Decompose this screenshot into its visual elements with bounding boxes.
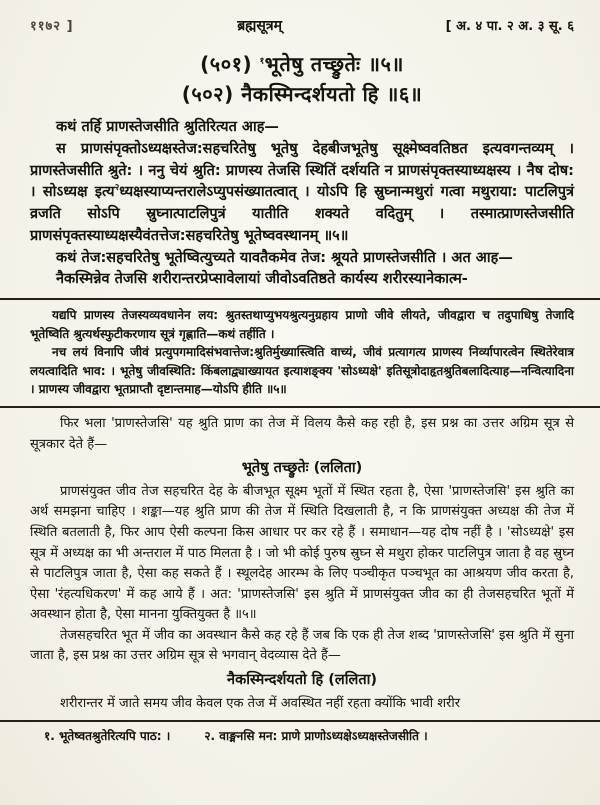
footnote-1: १. भूतेष्वतश्रुतेरित्यपि पाठ: । <box>44 729 171 744</box>
bhashya-paragraph-3: नैकस्मिन्नेव तेजसि शरीरान्तरप्रेप्सावेलायां जीवोऽवतिष्ठते कार्यस्य शरीरस्यानेकात्म- <box>56 271 468 288</box>
sutra-501-terminator: ॥५॥ <box>367 52 404 76</box>
footnote-2: २. वाङ्मनसि मन: प्राणे प्राणोऽध्यक्षेऽध्यक्षस्तेजसीति । <box>204 729 428 744</box>
sutra-502 <box>30 79 574 109</box>
sutra-501 <box>30 49 574 79</box>
footnote-marker-2: २ <box>114 183 120 194</box>
footnote-marker-1: १ <box>259 56 265 67</box>
footnote-divider <box>0 720 600 722</box>
hindi-translation-section <box>0 414 600 714</box>
sutra-501-text: भूतेषु तच्छ्रुतेः <box>264 52 361 76</box>
bhashya-paragraph-1-part2: ध्यक्षस्याप्यन्तरालेऽप्युपसंख्यातत्वात् । योऽपि हि स्रुघ्नान्मथुरां गत्वा मथुराया: पाटलिपुत्रं व्रजति सोऽपि स्रुघ्नात्पाटलिपुत्रं यातीति शक्यते वदितुम् । तस्मात्प्राणस्तेजसीति प्राणसंपृक्तस्याध्यक्षस्यैवंतत्तेज:सहचरितेषु भूतेष्ववस्थानम् ॥५॥ <box>30 184 574 244</box>
hindi-paragraph-2: प्राणसंयुक्त जीव तेज सहचरित देह के बीजभूत सूक्ष्म भूतों में स्थित रहता है, ऐसा 'प्राणस्तेजसि' इस श्रुति का अर्थ समझना चाहिए । शङ्का—यह श्रुति प्राण की तेज में स्थिति दिखलाती है, न कि प्राणसंयुक्त अध्यक्ष की तेज में स्थिति बतलाती है, फिर आप ऐसी कल्पना किस आधार पर कर रहे हैं । समाधान—यह दोष नहीं है । 'सोऽध्यक्षे' इस सूत्र में अध्यक्ष का भी अन्तराल में पाठ मिलता है । जो भी कोई पुरुष स्रुघ्न से मथुरा होकर पाटलिपुत्र जाता है वह स्रुघ्न से पाटलिपुत्र जाता है, ऐसा कह सकते हैं । स्थूलदेह आरम्भ के लिए पञ्चीकृत पञ्चभूत का आश्रयण जीव करता है, ऐसा 'रंहत्यधिकरण' में कह आये हैं । अत: 'प्राणस्तेजसि' इस श्रुति में प्राणसंयुक्त जीव का ही तेजसहचरित भूतों में अवस्थान होता है, ऐसा मानना युक्तियुक्त है ॥५॥ <box>30 483 574 623</box>
section-divider-top <box>0 298 600 300</box>
commentary-paragraph-2: नच लयं विनापि जीवं प्रत्युपगमादिसंभवात्तेज:श्रुतिर्मुख्यास्त्विति वाच्यं, जीवं प्रत्यागत्य प्राणस्य निर्व्यापारत्वेन स्थितेरेवात्र लयत्वादिति भाव: । भूतेषु जीवस्थिति: किंबलाद्व्याख्यायत इत्याशङ्क्य 'सोऽध्यक्षे' इतिसूत्रोदाहृतश्रुतिबलादित्याह—नन्वित्यादिना । प्राणस्य जीवद्वारा भूतप्राप्तौ दृष्टान्तमाह—योऽपि हीति ॥५॥ <box>30 345 574 397</box>
bhashya-paragraph-1-part1: स प्राणसंपृक्तोऽध्यक्षस्तेज:सहचरितेषु भूतेषु देहबीजभूतेषु सूक्ष्मेष्ववतिष्ठत इत्यवगन्तव्यम् । प्राणस्तेजसीति श्रुते: । ननु चेयं श्रुति: प्राणस्य तेजसि स्थितिं दर्शयति न प्राणसंपृक्तस्याध्यक्षस्य । नैष दोष: । सोऽध्यक्ष इत्य <box>30 140 574 201</box>
sutra-502-text: नैकस्मिन्दर्शयतो हि <box>241 82 379 106</box>
sanskrit-commentary-section <box>0 306 600 399</box>
hindi-paragraph-3: तेजसहचरित भूत में जीव का अवस्थान कैसे कह रहे हैं जब कि एक ही तेज शब्द 'प्राणस्तेजसि' इस श्रुति में सुना जाता है, इस प्रश्न का उत्तर अग्रिम सूत्र से भगवान् वेदव्यास देते हैं— <box>30 627 574 664</box>
hindi-sutra-heading-1: भूतेषु तच्छ्रुतेः (ललिता) <box>241 460 363 477</box>
book-title: ब्रह्मसूत्रम् <box>237 18 282 34</box>
bhashya-intro: कथं तर्हि प्राणस्तेजसीति श्रुतिरित्यत आह— <box>56 119 279 135</box>
hindi-sutra-heading-2: नैकस्मिन्दर्शयतो हि (ललिता) <box>227 671 377 688</box>
footnotes-row <box>0 727 600 744</box>
commentary-paragraph-1: यद्यपि प्राणस्य तेजस्यव्यवधानेन लय: श्रुतस्तथाप्युभयश्रुत्यनुग्रहाय प्राणो जीवे लीयते, जीवद्वारा च तदुपाधिषु तेजादि भूतेष्विति श्रुत्यर्थस्फुटीकरणाय सूत्रं गृह्णाति—कथं तर्हीति । <box>30 308 574 341</box>
sutra-block <box>0 49 600 109</box>
bhashya-section <box>0 117 600 291</box>
hindi-paragraph-1: फिर भला 'प्राणस्तेजसि' यह श्रुति प्राण का तेज में विलय कैसे कह रही है, इस प्रश्न का उत्तर अग्रिम सूत्र से सूत्रकार देते हैं— <box>30 415 574 452</box>
bhashya-paragraph-2: कथं तेज:सहचरितेषु भूतेष्वित्युच्यते यावतैकमेव तेज: श्रूयते प्राणस्तेजसीति । अत आह— <box>56 249 513 266</box>
chapter-reference: [ अ. ४ पा. २ अ. ३ सू. ६ <box>445 19 574 34</box>
sutra-502-number: (५०२) <box>181 82 234 106</box>
bhashya-paragraph-1 <box>30 139 574 248</box>
page-number: ११७२ ] <box>30 19 74 34</box>
sutra-502-terminator: ॥६॥ <box>386 82 423 106</box>
page-header <box>0 16 600 35</box>
hindi-paragraph-4: शरीरान्तर में जाते समय जीव केवल एक तेज में अवस्थित नहीं रहता क्योंकि भावी शरीर <box>60 695 461 711</box>
sutra-501-number: (५०१) <box>200 52 253 76</box>
section-divider-middle <box>0 406 600 408</box>
